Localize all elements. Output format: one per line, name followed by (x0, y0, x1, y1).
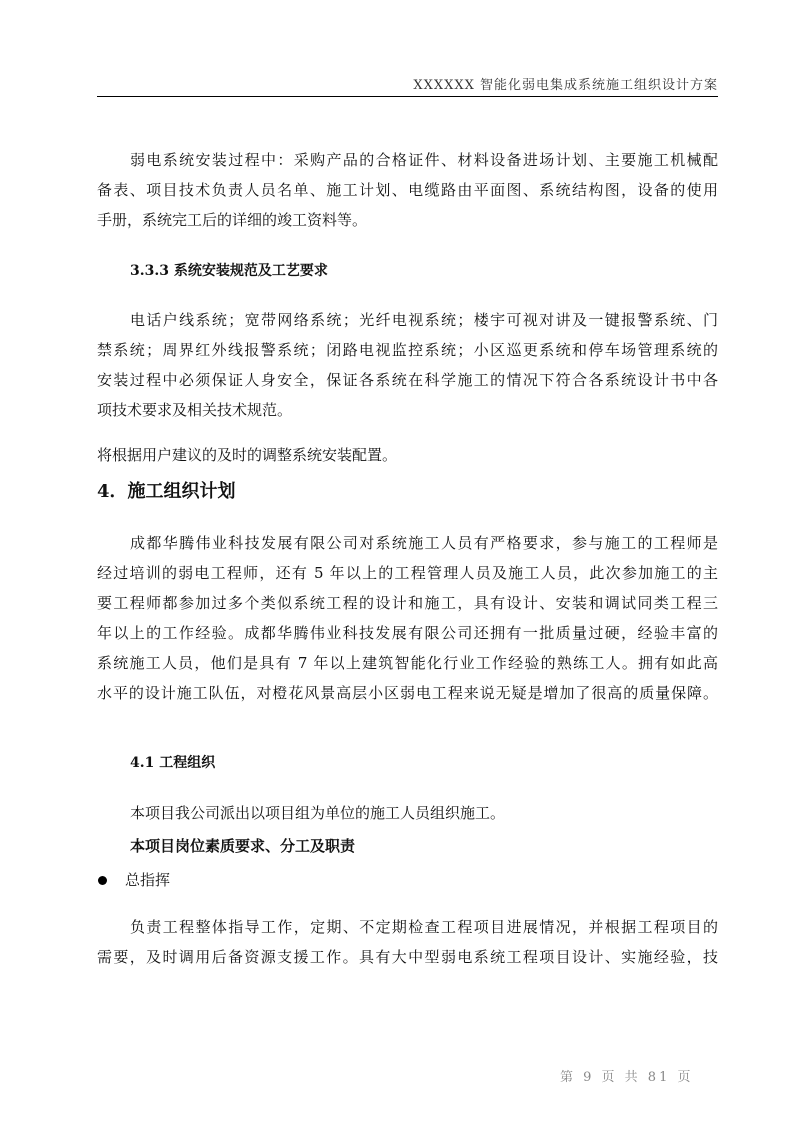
section-heading-4-1: 4.1 工程组织 (130, 755, 216, 771)
paragraph-line: 经过培训的弱电工程师，还有 5 年以上的工程管理人员及施工人员，此次参加施工的主 (97, 564, 718, 582)
page-number-footer: 第 9 页 共 81 页 (560, 1070, 694, 1085)
section-heading-4: 4．施工组织计划 (97, 481, 236, 502)
bullet-icon (98, 876, 107, 885)
section-heading-3-3-3: 3.3.3 系统安装规范及工艺要求 (130, 263, 328, 279)
paragraph-line: 需要，及时调用后备资源支援工作。具有大中型弱电系统工程项目设计、实施经验，技 (97, 948, 718, 966)
paragraph-line: 手册，系统完工后的详细的竣工资料等。 (97, 211, 368, 229)
paragraph-line: 弱电系统安装过程中：采购产品的合格证件、材料设备进场计划、主要施工机械配 (130, 151, 718, 169)
paragraph-line: 成都华腾伟业科技发展有限公司对系统施工人员有严格要求，参与施工的工程师是 (130, 534, 718, 552)
paragraph-line: 要工程师都参加过多个类似系统工程的设计和施工，具有设计、安装和调试同类工程三 (97, 594, 718, 612)
paragraph-line: 本项目我公司派出以项目组为单位的施工人员组织施工。 (130, 804, 506, 822)
paragraph-line: 将根据用户建议的及时的调整系统安装配置。 (97, 446, 398, 464)
subheading-roles: 本项目岗位素质要求、分工及职责 (130, 837, 356, 855)
running-header: XXXXXX 智能化弱电集成系统施工组织设计方案 (413, 78, 718, 93)
paragraph-line: 水平的设计施工队伍，对橙花风景高层小区弱电工程来说无疑是增加了很高的质量保障。 (97, 684, 718, 702)
paragraph-line: 禁系统；周界红外线报警系统；闭路电视监控系统；小区巡更系统和停车场管理系统的 (97, 341, 718, 359)
bullet-item: 总指挥 (125, 871, 171, 889)
paragraph-line: 安装过程中必须保证人身安全，保证各系统在科学施工的情况下符合各系统设计书中各 (97, 371, 718, 389)
paragraph-line: 负责工程整体指导工作，定期、不定期检查工程项目进展情况，并根据工程项目的 (130, 918, 718, 936)
header-rule (97, 96, 718, 97)
paragraph-line: 电话户线系统；宽带网络系统；光纤电视系统；楼宇可视对讲及一键报警系统、门 (130, 311, 718, 329)
paragraph-line: 项技术要求及相关技术规范。 (97, 401, 293, 419)
paragraph-line: 年以上的工作经验。成都华腾伟业科技发展有限公司还拥有一批质量过硬，经验丰富的 (97, 624, 718, 642)
paragraph-line: 系统施工人员，他们是具有 7 年以上建筑智能化行业工作经验的熟练工人。拥有如此高 (97, 654, 718, 672)
paragraph-line: 备表、项目技术负责人员名单、施工计划、电缆路由平面图、系统结构图，设备的使用 (97, 181, 718, 199)
